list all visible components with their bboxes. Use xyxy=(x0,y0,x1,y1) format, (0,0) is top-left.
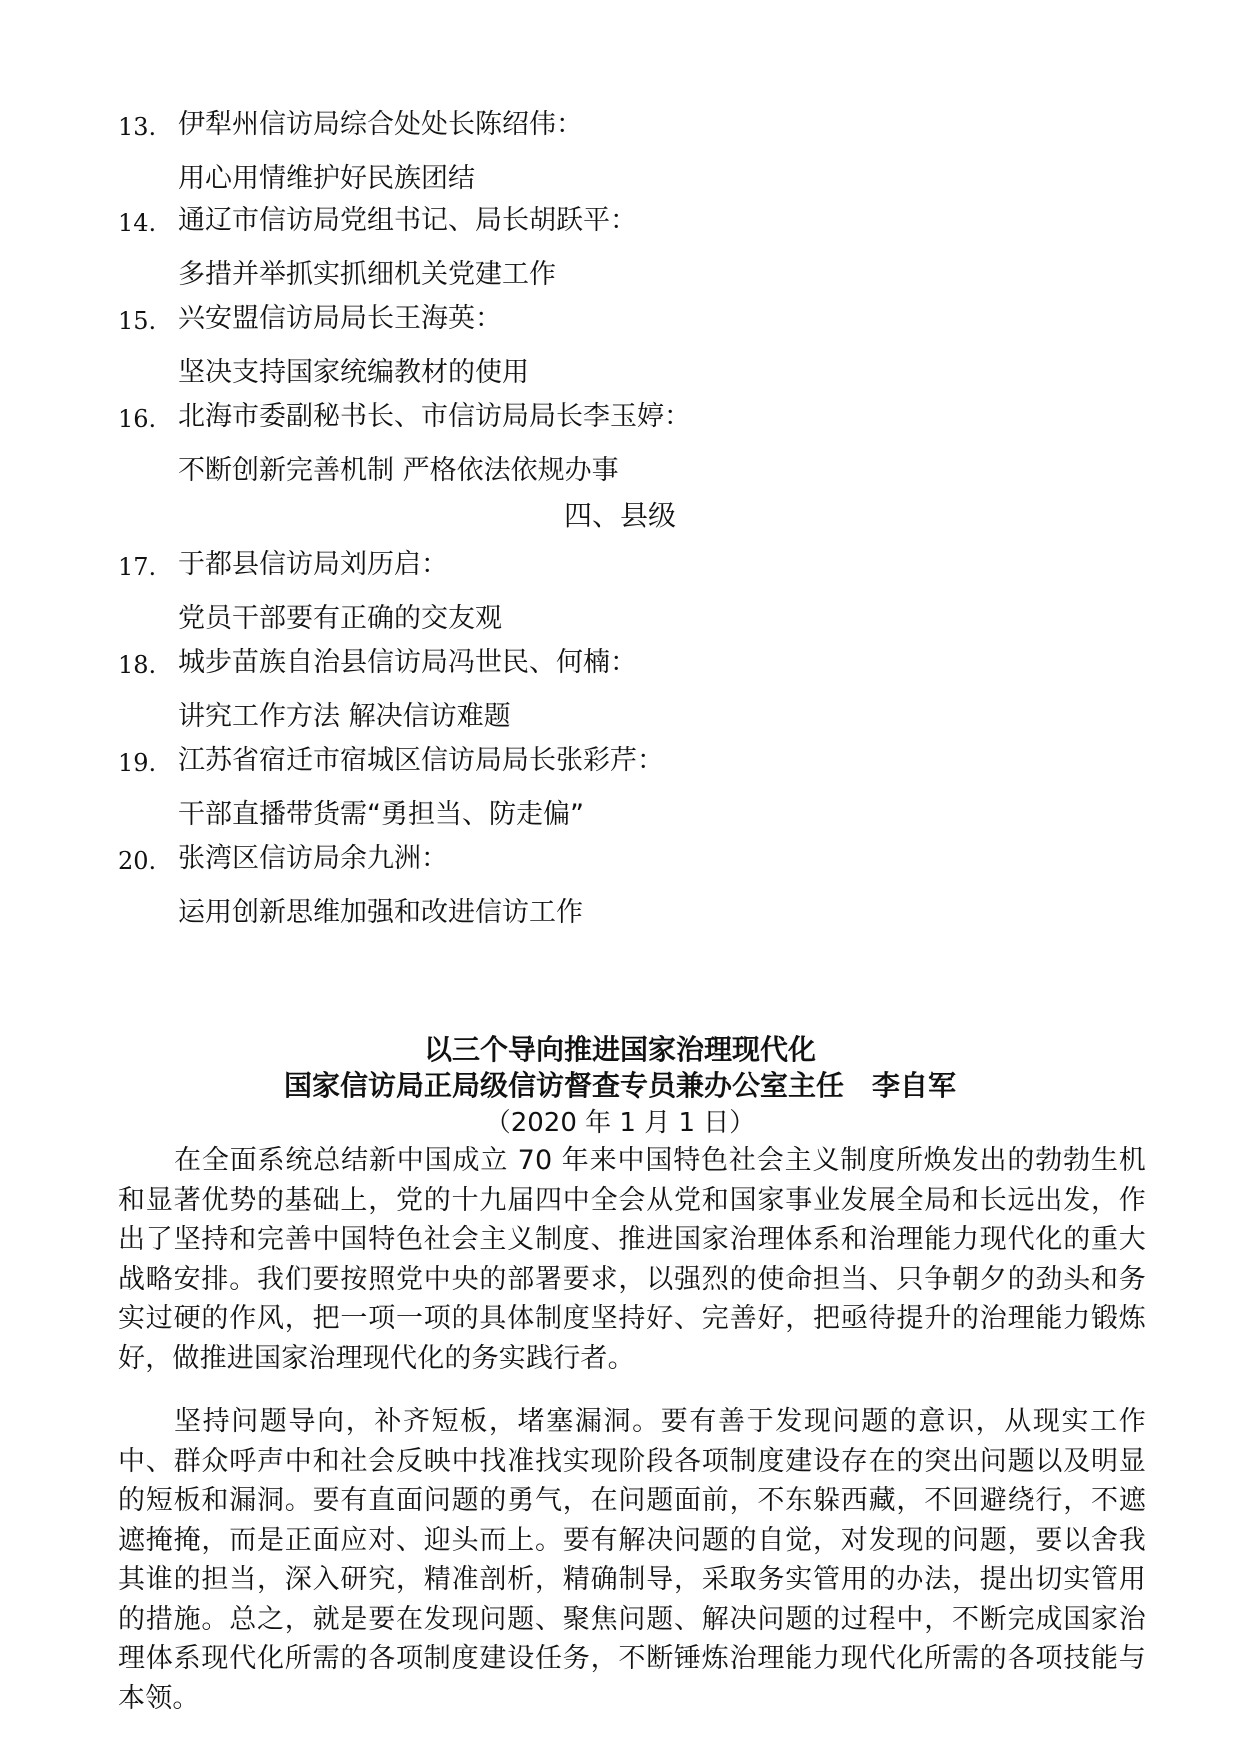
toc-item-subtitle: 坚决支持国家统编教材的使用 xyxy=(178,357,529,388)
toc-item-subtitle: 用心用情维护好民族团结 xyxy=(178,163,475,194)
toc-item-title: 于都县信访局刘历启： xyxy=(178,549,448,580)
article-date: （2020 年 1 月 1 日） xyxy=(484,1108,756,1138)
toc-item-subtitle: 不断创新完善机制 严格依法依规办事 xyxy=(178,455,619,486)
toc-item-title: 江苏省宿迁市宿城区信访局局长张彩芹： xyxy=(178,745,664,776)
article-author: 国家信访局正局级信访督查专员兼办公室主任 李自军 xyxy=(283,1069,956,1102)
article-title: 以三个导向推进国家治理现代化 xyxy=(423,1033,816,1066)
section-heading: 四、县级 xyxy=(563,499,676,532)
toc-item-number: 16. xyxy=(118,405,157,433)
toc-item-subtitle: 讲究工作方法 解决信访难题 xyxy=(178,701,511,732)
toc-item-number: 13. xyxy=(118,113,157,141)
toc-item-number: 18. xyxy=(118,651,157,679)
article-paragraph: 坚持问题导向，补齐短板，堵塞漏洞。要有善于发现问题的意识，从现实工作中、群众呼声中和社会反映中找准找实现阶段各项制度建设存在的突出问题以及明显的短板和漏洞。要有直面问题的勇气，在问题面前，不东躲西藏，不回避绕行，不遮遮掩掩，而是正面应对、迎头而上。要有解决问题的自觉，对发现的问题，要以舍我其谁的担当，深入研究，精准剖析，精确制导，采取务实管用的办法，提出切实管用的措施。总之，就是要在发现问题、聚焦问题、解决问题的过程中，不断完成国家治理体系现代化所需的各项制度建设任务，不断锤炼治理能力现代化所需的各项技能与本领。 xyxy=(118,1406,1146,1714)
article-paragraph: 在全面系统总结新中国成立 70 年来中国特色社会主义制度所焕发出的勃勃生机和显著优势的基础上，党的十九届四中全会从党和国家事业发展全局和长远出发，作出了坚持和完善中国特色社会主义制度、推进国家治理体系和治理能力现代化的重大战略安排。我们要按照党中央的部署要求，以强烈的使命担当、只争朝夕的劲头和务实过硬的作风，把一项一项的具体制度坚持好、完善好，把亟待提升的治理能力锻炼好，做推进国家治理现代化的务实践行者。 xyxy=(118,1145,1146,1374)
toc-item-title: 兴安盟信访局局长王海英： xyxy=(178,303,502,334)
toc-item-subtitle: 党员干部要有正确的交友观 xyxy=(178,603,502,634)
toc-item-subtitle: 干部直播带货需“勇担当、防走偏” xyxy=(178,799,584,830)
toc-item-number: 20. xyxy=(118,847,157,875)
toc-item-number: 14. xyxy=(118,209,157,237)
toc-item-number: 19. xyxy=(118,749,157,777)
toc-item-title: 城步苗族自治县信访局冯世民、何楠： xyxy=(178,647,637,678)
toc-item-number: 15. xyxy=(118,307,157,335)
toc-item-title: 伊犁州信访局综合处处长陈绍伟： xyxy=(178,109,583,140)
toc-item-title: 张湾区信访局余九洲： xyxy=(178,843,448,874)
toc-item-subtitle: 运用创新思维加强和改进信访工作 xyxy=(178,897,583,928)
toc-item-title: 通辽市信访局党组书记、局长胡跃平： xyxy=(178,205,637,236)
toc-item-subtitle: 多措并举抓实抓细机关党建工作 xyxy=(178,259,556,290)
toc-item-number: 17. xyxy=(118,553,157,581)
toc-item-title: 北海市委副秘书长、市信访局局长李玉婷： xyxy=(178,401,691,432)
